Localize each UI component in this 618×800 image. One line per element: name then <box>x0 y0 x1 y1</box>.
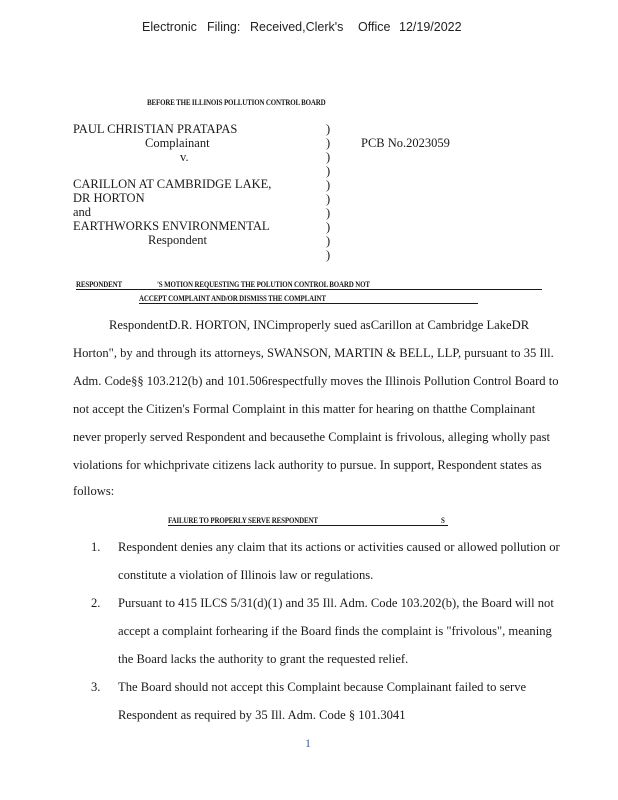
brace-5: ) <box>326 178 331 192</box>
board-title: BEFORE THE ILLINOIS POLLUTION CONTROL BOARD <box>147 97 326 107</box>
header-filing: Filing: <box>207 20 241 34</box>
intro-line-4: not accept the Citizen's Formal Complaint in this matter for hearing on thatthe Complainant <box>73 402 536 416</box>
respondent-line3: and <box>73 205 92 219</box>
item-2-number: 2. <box>91 596 101 610</box>
section-heading: FAILURE TO PROPERLY SERVE RESPONDENT <box>168 515 318 525</box>
brace-10: ) <box>326 248 331 262</box>
brace-8: ) <box>326 220 331 234</box>
brace-3: ) <box>326 150 331 164</box>
item-1-line-1: Respondent denies any claim that its actions or activities caused or allowed pollution or <box>118 540 560 554</box>
section-heading-trail: S <box>441 515 445 525</box>
respondent-line2: DR HORTON <box>73 191 145 205</box>
motion-title-respondent: RESPONDENT <box>76 279 122 289</box>
item-1-line-2: constitute a violation of Illinois law or regulations. <box>118 568 374 582</box>
item-3-number: 3. <box>91 680 101 694</box>
header-date: 12/19/2022 <box>399 20 462 34</box>
brace-2: ) <box>326 136 331 150</box>
brace-7: ) <box>326 206 331 220</box>
item-2-line-1: Pursuant to 415 ILCS 5/31(d)(1) and 35 Ill. Adm. Code 103.202(b), the Board will not <box>118 596 554 610</box>
header-office: Office <box>358 20 391 34</box>
case-number: PCB No.2023059 <box>361 136 450 150</box>
versus: v. <box>180 150 189 164</box>
intro-line-5: never properly served Respondent and becausethe Complaint is frivolous, alleging wholly past <box>73 430 551 444</box>
item-2-line-3: the Board lacks the authority to grant the requested relief. <box>118 652 409 666</box>
brace-4: ) <box>326 164 331 178</box>
brace-1: ) <box>326 122 331 136</box>
item-2-line-2: accept a complaint forhearing if the Board finds the complaint is "frivolous", meaning <box>118 624 552 638</box>
page-number: 1 <box>305 736 311 750</box>
section-heading-underline <box>168 525 448 526</box>
intro-line-2: Horton", by and through its attorneys, SWANSON, MARTIN & BELL, LLP, pursuant to 35 Ill. <box>73 346 554 360</box>
motion-title-underline-2 <box>139 303 478 304</box>
item-3-line-2: Respondent as required by 35 Ill. Adm. Code § 101.3041 <box>118 708 406 722</box>
respondent-role: Respondent <box>148 233 208 247</box>
respondent-line1: CARILLON AT CAMBRIDGE LAKE, <box>73 177 272 191</box>
motion-title-line1: 'S MOTION REQUESTING THE POLUTION CONTROL BOARD NOT <box>157 279 370 289</box>
intro-line-6: violations for whichprivate citizens lack authority to pursue. In support, Respondent states as <box>73 458 542 472</box>
brace-9: ) <box>326 234 331 248</box>
header-received: Received,Clerk's <box>250 20 344 34</box>
motion-title-line2: ACCEPT COMPLAINT AND/OR DISMISS THE COMPLAINT <box>139 293 326 303</box>
intro-line-1: RespondentD.R. HORTON, INCimproperly sued asCarillon at Cambridge LakeDR <box>109 318 530 332</box>
intro-line-3: Adm. Code§§ 103.212(b) and 101.506respectfully moves the Illinois Pollution Control Board to <box>73 374 559 388</box>
header-electronic: Electronic <box>142 20 197 34</box>
complainant-name: PAUL CHRISTIAN PRATAPAS <box>73 122 238 136</box>
intro-line-7: follows: <box>73 484 115 498</box>
item-3-line-1: The Board should not accept this Complaint because Complainant failed to serve <box>118 680 527 694</box>
complainant-role: Complainant <box>145 136 210 150</box>
respondent-line4: EARTHWORKS ENVIRONMENTAL <box>73 219 270 233</box>
item-1-number: 1. <box>91 540 101 554</box>
brace-6: ) <box>326 192 331 206</box>
motion-title-underline-1 <box>76 289 542 290</box>
